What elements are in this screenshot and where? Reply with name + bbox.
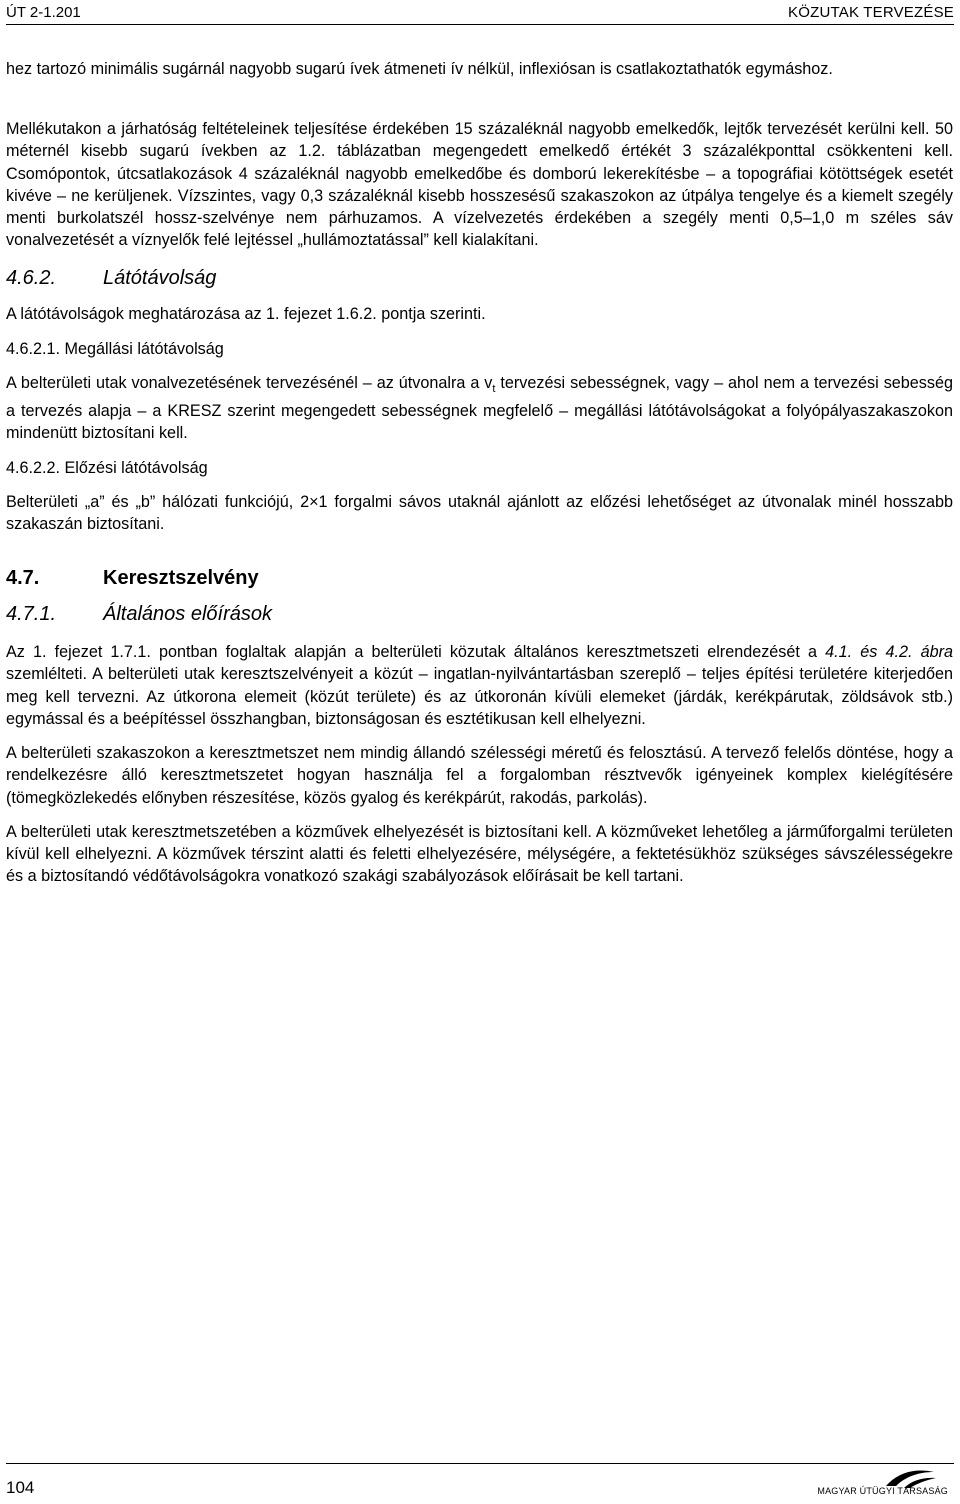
paragraph: A belterületi szakaszokon a keresztmetszet nem mindig állandó szélességi méretű és felosztású. A tervező felelős döntése, hogy a rendelkezésre álló keresztmetszetet hogyan használja fel a forgalomban résztvevők igényeinek komplex kielégítésére (tömegközlekedés előnyben részesítése, közös gyalog és kerékpárút, rakodás, parkolás). [6,744,953,807]
section-title: Általános előírások [103,603,272,626]
section-heading-4-7 [6,565,953,591]
section-heading-4-7-1 [6,601,953,627]
section-heading-4-6-2 [6,265,953,291]
subscript: t [492,383,496,396]
subsection-heading-4-6-2-1: 4.6.2.1. Megállási látótávolság [6,339,224,358]
section-number: 4.7. [6,567,40,590]
page-number: 104 [6,1478,35,1497]
paragraph [6,372,953,445]
section-title: Látótávolság [103,267,217,290]
document-title: KÖZUTAK TERVEZÉSE [788,4,954,21]
paragraph-text: tervezési sebességnek, vagy – ahol nem a tervezési sebesség a tervezés alapja – a KRESZ szerint megengedett sebességnek megfelelő – megállási látótávolságokat a folyópályaszakaszokon mindenütt biztosítani kell. [6,373,953,443]
publisher-logo-icon [808,1466,948,1502]
paragraph [6,641,953,730]
paragraph-text: szemlélteti. A belterületi utak keresztszelvényeit a közút – ingatlan-nyilvántartásban szereplő – teljes építési területére kiterjedően meg kell tervezni. Az útkorona elemeit (közút területe) és az útkoronán kívüli elemeket (járdák, kerékpárutak, zöldsávok stb.) egymással és a beépítéssel összhangban, biztonságosan és esztétikusan kell elhelyezni. [6,665,953,728]
section-title: Keresztszelvény [103,567,259,590]
paragraph: A belterületi utak keresztmetszetében a közművek elhelyezését is biztosítani kell. A közműveket lehetőleg a járműforgalmi területen kívül kell elhelyezni. A közművek térszint alatti és feletti elhelyezésére, mélységére, a fektetésükhöz szükséges sávszélességekre és a biztosítandó védőtávolságokra vonatkozó szakági szabályozások előírásait be kell tartani. [6,822,953,886]
paragraph: Mellékutakon a járhatóság feltételeinek teljesítése érdekében 15 százaléknál nagyobb emelkedők, lejtők tervezését kerülni kell. 50 méternél kisebb sugarú ívekben az 1.2. táblázatban megengedett emelkedő értékét 3 százalékponttal csökkenteni kell. Csomópontok, útcsatlakozások 4 százaléknál nagyobb emelkedőbe és domború lekerekítésbe – a topográfiai kötöttségek esetét kivéve – ne kerüljenek. Vízszintes, vagy 0,3 százaléknál kisebb hosszesésű szakaszokon az útpálya tengelye és a kiemelt szegély menti burkolatszél hossz-szelvénye nem párhuzamos. A vízelvezetés érdekében a szegély menti 0,5–1,0 m széles sáv vonalvezetését a víznyelők felé lejtéssel „hullámoztatással” kell kialakítani. [6,120,953,250]
page-footer [6,1463,954,1504]
paragraph: Belterületi „a” és „b” hálózati funkciójú, 2×1 forgalmi sávos utaknál ajánlott az előzési lehetőséget az útvonalak minél hosszabb szakaszán biztosítani. [6,492,953,534]
paragraph: hez tartozó minimális sugárnál nagyobb sugarú ívek átmeneti ív nélkül, inflexiósan is csatlakoztathatók egymáshoz. [6,60,833,78]
publisher-name: MAGYAR ÚTÜGYI TÁRSASÁG [817,1486,948,1496]
paragraph-text: A belterületi utak vonalvezetésének tervezésénél – az útvonalra a v [6,373,493,392]
subsection-heading-4-6-2-2: 4.6.2.2. Előzési látótávolság [6,458,208,477]
page-content [6,58,953,887]
page-header [6,0,954,25]
standard-code: ÚT 2-1.201 [6,4,81,21]
section-number: 4.7.1. [6,603,57,626]
paragraph: A látótávolságok meghatározása az 1. fejezet 1.6.2. pontja szerinti. [6,305,486,324]
section-number: 4.6.2. [6,267,57,290]
figure-reference: 4.1. és 4.2. ábra [825,643,953,662]
paragraph-text: Az 1. fejezet 1.7.1. pontban foglaltak alapján a belterületi közutak általános keresztmetszeti elrendezését a [6,643,826,662]
